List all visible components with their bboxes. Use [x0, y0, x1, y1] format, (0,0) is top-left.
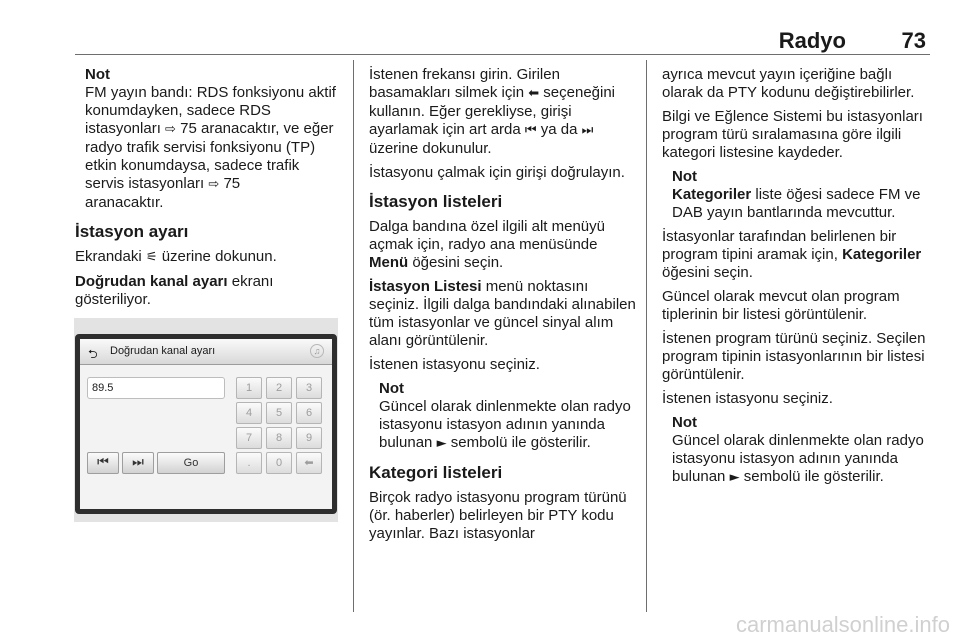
note-body: Güncel olarak dinlenmekte olan radyo istasyonu istasyon adının yanında bulunan ► sembolü ile gösterilir.	[672, 432, 924, 485]
key-dot[interactable]: .	[236, 452, 262, 474]
skip-forward-icon: ⏭	[132, 455, 144, 470]
go-button[interactable]: Go	[157, 452, 225, 474]
heading-station-setting: İstasyon ayarı	[75, 222, 189, 241]
page-header	[75, 28, 930, 54]
play-arrow-icon: ►	[729, 470, 740, 485]
page-number: 73	[901, 28, 926, 53]
paragraph: İstasyonu çalmak için girişi doğrulayın.	[369, 164, 625, 181]
screen-titlebar	[80, 339, 332, 365]
key-9[interactable]: 9	[296, 427, 322, 449]
paragraph: Birçok radyo istasyonu program türünü (ör. haberler) belirleyen bir PTY kodu yayınlar. Bazı istasyonlar	[369, 489, 627, 542]
paragraph: İstenen istasyonu seçiniz.	[662, 390, 833, 407]
back-icon[interactable]: ⮌	[88, 347, 98, 361]
note-body: FM yayın bandı: RDS fonksiyonu aktif konumdayken, sadece RDS istasyonları ⇨ 75 aranacaktır, ve eğer radyo trafik servisi fonksiyonu (TP) etkin konumdaysa, sadece trafik servis istasyonları ⇨ 75 aranacaktır.	[85, 84, 336, 211]
key-3[interactable]: 3	[296, 377, 322, 399]
paragraph: Doğrudan kanal ayarı ekranı gösteriliyor.	[75, 273, 274, 308]
note-title: Not	[85, 66, 110, 83]
note-categories	[662, 168, 930, 222]
note-title: Not	[379, 380, 404, 397]
seek-forward-button[interactable]	[122, 452, 154, 474]
middle-column	[369, 66, 639, 549]
skip-back-icon: ⏮	[97, 455, 109, 470]
key-0[interactable]: 0	[266, 452, 292, 474]
paragraph: Ekrandaki ⚟ üzerine dokunun.	[75, 248, 277, 265]
arrow-ref-icon: ⇨	[165, 122, 176, 137]
tune-icon: ⚟	[145, 250, 158, 265]
heading-station-lists: İstasyon listeleri	[369, 192, 503, 211]
paragraph: İstenen program türünü seçiniz. Seçilen program tipinin istasyonlarının bir listesi görüntülenir.	[662, 330, 926, 383]
left-column	[75, 66, 341, 315]
screen-title: Doğrudan kanal ayarı	[110, 345, 216, 357]
key-8[interactable]: 8	[266, 427, 292, 449]
paragraph: İstenen frekansı girin. Girilen basamakları silmek için ⬅ seçeneğini kullanın. Eğer gerekliyse, girişi ayarlamak için art arda ⏮ ya da ⏭ üzerine dokunulur.	[369, 66, 616, 157]
note-body: Kategoriler liste öğesi sadece FM ve DAB yayın bantlarında mevcuttur.	[672, 186, 921, 221]
right-column	[662, 66, 930, 487]
play-arrow-icon: ►	[436, 436, 447, 451]
paragraph: İstasyon Listesi menü noktasını seçiniz. İlgili dalga bandındaki alınabilen tüm istasyonlar ve güncel sinyal alım alanı görüntülenir.	[369, 278, 636, 349]
paragraph: Güncel olarak mevcut olan program tiplerinin bir listesi görüntülenir.	[662, 288, 900, 323]
seek-back-button[interactable]	[87, 452, 119, 474]
note-title: Not	[672, 168, 697, 185]
backspace-icon: ⬅	[528, 86, 540, 101]
key-6[interactable]: 6	[296, 402, 322, 424]
note-current-station	[369, 380, 639, 453]
paragraph: İstenen istasyonu seçiniz.	[369, 356, 540, 373]
music-icon[interactable]: ♫	[310, 344, 324, 358]
screen-figure	[74, 318, 338, 522]
key-2[interactable]: 2	[266, 377, 292, 399]
key-4[interactable]: 4	[236, 402, 262, 424]
note-current-station	[662, 414, 930, 487]
skip-back-icon: ⏮	[524, 123, 537, 138]
note-rds	[75, 66, 341, 212]
note-title: Not	[672, 414, 697, 431]
column-divider-1	[353, 60, 354, 612]
section-title: Radyo	[778, 28, 846, 53]
paragraph: Bilgi ve Eğlence Sistemi bu istasyonları program türü sıralamasına göre ilgili kategori listesine kaydeder.	[662, 108, 923, 161]
column-divider-2	[646, 60, 647, 612]
watermark: carmanualsonline.info	[735, 612, 950, 637]
header-rule	[75, 54, 930, 55]
paragraph: İstasyonlar tarafından belirlenen bir program tipini aramak için, Kategoriler öğesini seçin.	[662, 228, 922, 281]
note-body: Güncel olarak dinlenmekte olan radyo istasyonu istasyon adının yanında bulunan ► sembolü ile gösterilir.	[379, 398, 631, 451]
key-1[interactable]: 1	[236, 377, 262, 399]
key-backspace[interactable]: ⬅	[296, 452, 322, 474]
infotainment-screen	[75, 334, 337, 514]
paragraph: ayrıca mevcut yayın içeriğine bağlı olarak da PTY kodunu değiştirebilirler.	[662, 66, 915, 101]
frequency-input[interactable]: 89.5	[87, 377, 225, 399]
key-5[interactable]: 5	[266, 402, 292, 424]
key-7[interactable]: 7	[236, 427, 262, 449]
paragraph: Dalga bandına özel ilgili alt menüyü açmak için, radyo ana menüsünde Menü öğesini seçin.	[369, 218, 605, 271]
heading-category-lists: Kategori listeleri	[369, 463, 503, 482]
arrow-ref-icon: ⇨	[208, 177, 220, 192]
skip-forward-icon: ⏭	[581, 123, 594, 138]
